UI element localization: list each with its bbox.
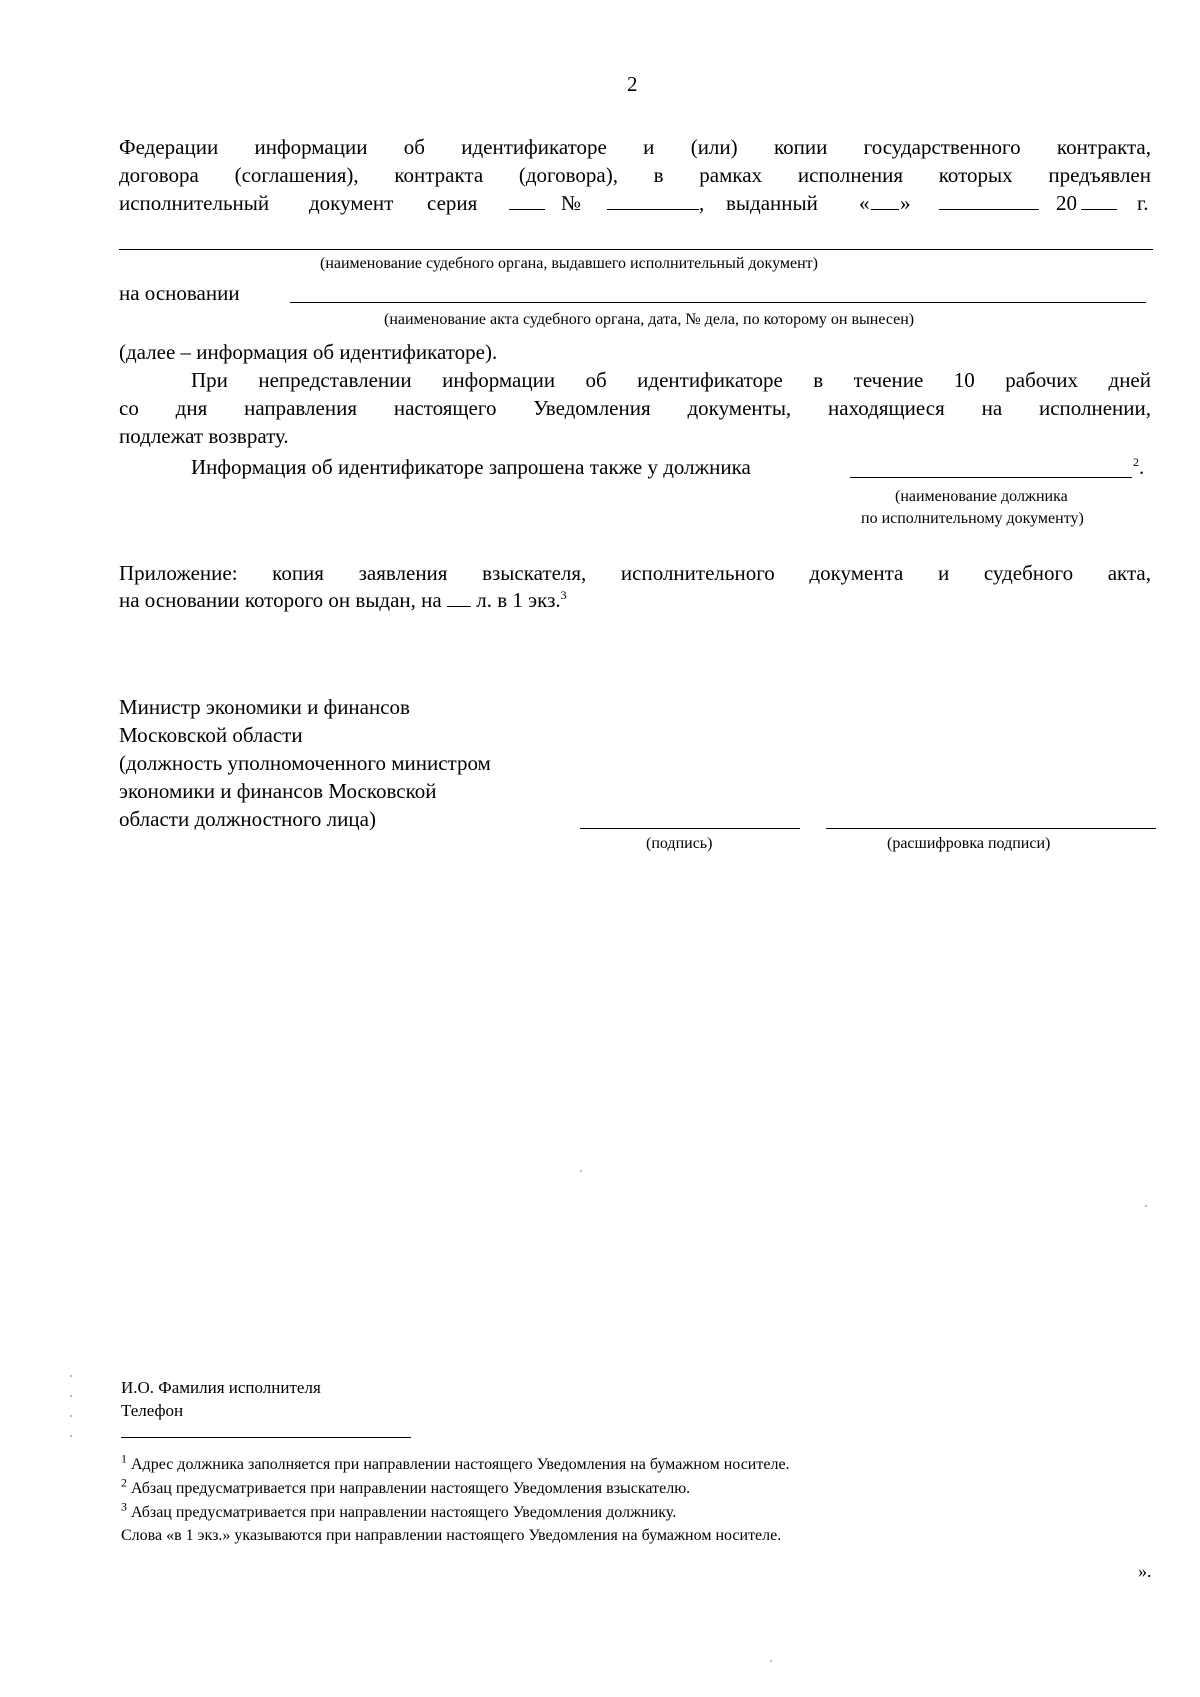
footnote-3-num: 3 <box>121 1499 127 1514</box>
scan-speck <box>70 1415 72 1417</box>
executor-phone: Телефон <box>121 1401 184 1420</box>
word-document: документ <box>309 191 394 215</box>
day-blank <box>871 191 899 210</box>
debtor-name-line <box>850 477 1132 478</box>
caption-debtor-line1: (наименование должника <box>895 488 1068 505</box>
caption-act: (наименование акта судебного органа, дата, № дела, по которому он вынесен) <box>384 311 915 328</box>
footnote-3 <box>121 1499 677 1523</box>
close-quote: » <box>900 191 911 215</box>
year-prefix: 20 <box>1056 191 1077 215</box>
year-blank <box>1081 191 1117 210</box>
sheets-blank <box>447 588 471 607</box>
attachment-line1: Приложение: копия заявления взыскателя, исполнительного документа и судебного акта, <box>119 561 1151 585</box>
executor-name: И.О. Фамилия исполнителя <box>121 1378 321 1397</box>
series-blank <box>509 191 545 210</box>
number-blank <box>607 191 699 210</box>
signature-decode-line <box>826 828 1156 829</box>
footnote-1-num: 1 <box>121 1451 127 1466</box>
month-blank <box>939 191 1039 210</box>
closing-mark: ». <box>1138 1561 1152 1581</box>
caption-signature: (подпись) <box>646 835 713 852</box>
footnote-separator <box>121 1437 411 1438</box>
footnote-2-text: Абзац предусматривается при направлении настоящего Уведомления взыскателю. <box>131 1480 691 1497</box>
para3-end <box>1133 455 1144 480</box>
footnote-1-text: Адрес должника заполняется при направлении настоящего Уведомления на бумажном носителе. <box>131 1456 790 1473</box>
caption-court: (наименование судебного органа, выдавшего исполнительный документ) <box>320 255 818 272</box>
attachment-line2-start: на основании которого он выдан, на <box>119 588 442 612</box>
signature-line <box>580 828 800 829</box>
para2-line1: При непредставлении информации об идентификаторе в течение 10 рабочих дней <box>191 368 1151 392</box>
basis-label: на основании <box>119 281 240 305</box>
para3-text: Информация об идентификаторе запрошена также у должника <box>191 455 751 479</box>
year-suffix: г. <box>1137 191 1149 215</box>
footnote-ref-3: 3 <box>560 588 567 602</box>
scan-speck <box>70 1395 72 1397</box>
page-number: 2 <box>627 72 638 96</box>
footnote-ref-2: 2 <box>1133 455 1139 469</box>
footnote-2-num: 2 <box>121 1475 127 1490</box>
signer-title-line5: области должностного лица) <box>119 807 376 831</box>
footnote-3-text: Абзац предусматривается при направлении настоящего Уведомления должнику. <box>131 1504 677 1521</box>
word-issued: выданный <box>726 191 818 215</box>
caption-signature-decode: (расшифровка подписи) <box>887 835 1051 852</box>
signer-title-line2: Московской области <box>119 723 303 747</box>
scan-speck <box>1145 1205 1147 1207</box>
scan-speck <box>70 1375 72 1377</box>
attachment-line2-end: л. в 1 экз. <box>476 588 561 612</box>
comma: , <box>699 191 705 215</box>
footnote-1 <box>121 1451 790 1475</box>
attachment-line2 <box>119 588 567 613</box>
signer-title-line3: (должность уполномоченного министром <box>119 751 491 775</box>
para2-line3: подлежат возврату. <box>119 424 289 448</box>
scan-speck <box>70 1435 72 1437</box>
caption-debtor-line2: по исполнительному документу) <box>861 510 1084 527</box>
word-executive: исполнительный <box>119 191 270 215</box>
footnote-note: Слова «в 1 экз.» указываются при направлении настоящего Уведомления на бумажном носителе. <box>121 1527 782 1544</box>
para2-line2: со дня направления настоящего Уведомления документы, находящиеся на исполнении, <box>119 396 1151 420</box>
para1-line2: договора (соглашения), контракта (договора), в рамках исполнения которых предъявлен <box>119 163 1151 187</box>
scan-speck <box>580 1170 582 1172</box>
hereinafter-text: (далее – информация об идентификаторе). <box>119 340 498 364</box>
scan-speck <box>770 1660 772 1662</box>
word-series: серия <box>427 191 478 215</box>
para3-period: . <box>1139 455 1145 479</box>
footnote-2 <box>121 1475 691 1499</box>
court-act-line <box>290 302 1146 303</box>
number-sign: № <box>561 191 582 215</box>
signer-title-line4: экономики и финансов Московской <box>119 779 437 803</box>
para1-line1: Федерации информации об идентификаторе и (или) копии государственного контракта, <box>119 135 1151 159</box>
open-quote: « <box>859 191 870 215</box>
signer-title-line1: Министр экономики и финансов <box>119 695 410 719</box>
court-name-line <box>119 249 1153 250</box>
para1-line3 <box>119 191 1153 217</box>
